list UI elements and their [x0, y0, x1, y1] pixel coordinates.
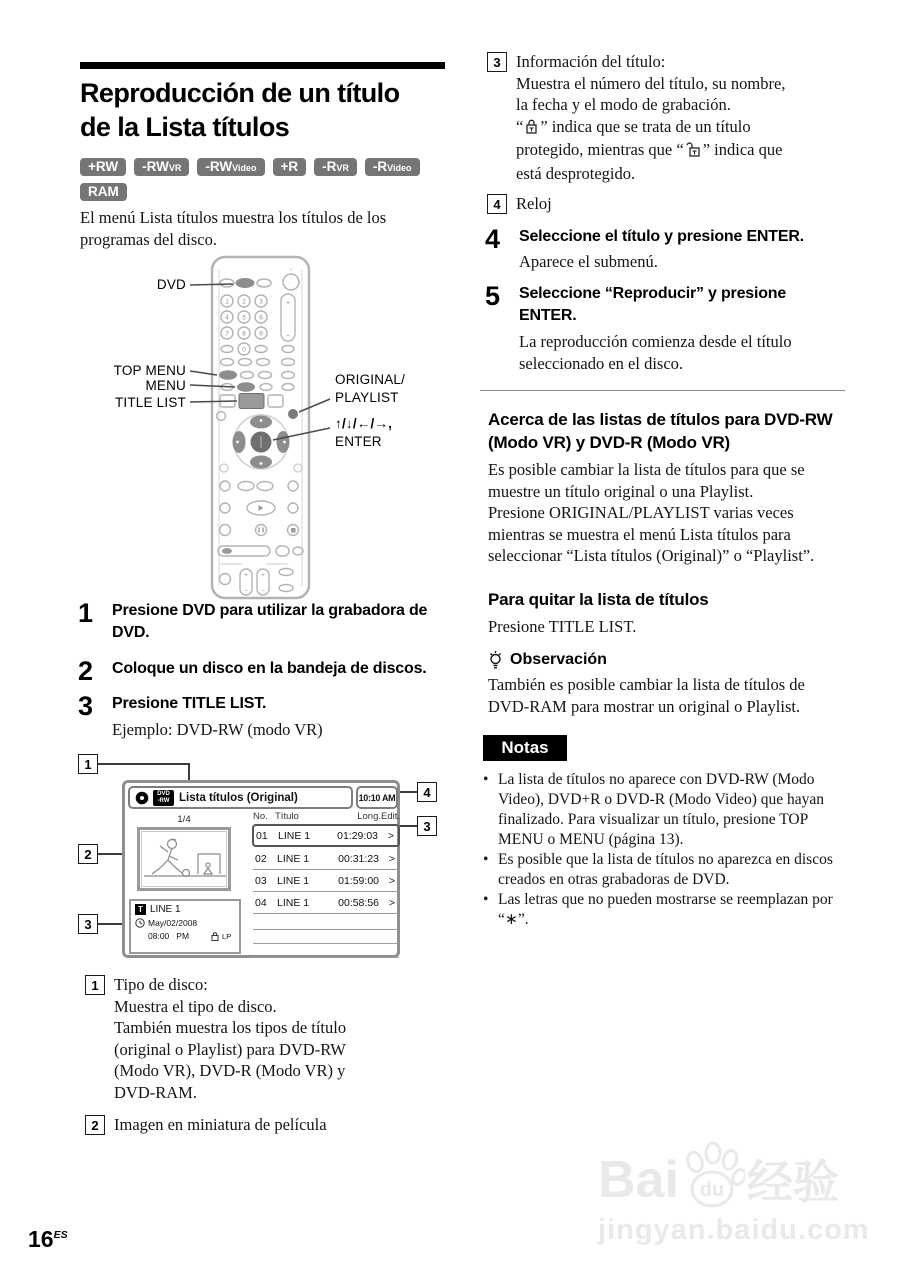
- remote-label-menu: MENU: [145, 378, 186, 393]
- step-5: 5 Seleccione “Reproducir” y presione ENTER. La reproducción comienza desde el título seleccionado en el disco.: [485, 281, 792, 373]
- tip-heading: Observación: [510, 650, 607, 668]
- note-item: • La lista de títulos no aparece con DVD-RW (Modo Video), DVD+R o DVD-R (Modo Video) que hayan finalizado. Para visualizar un título, presione TOP MENU o MENU (página 13).: [483, 770, 873, 850]
- svg-text:+: +: [286, 300, 290, 307]
- table-row[interactable]: 03 LINE 1 01:59:00 >: [253, 871, 399, 892]
- remote-label-original: ORIGINAL/: [335, 372, 406, 387]
- digit-4: 4: [225, 314, 229, 322]
- table-row[interactable]: 02 LINE 1 00:31:23 >: [253, 849, 399, 870]
- step-number: 5: [485, 281, 501, 311]
- callout-2: 2: [78, 844, 98, 864]
- note-item: • Las letras que no pueden mostrarse se reemplazan por “∗”.: [483, 890, 873, 930]
- remote-label-dvd: DVD: [156, 277, 186, 292]
- media-badge: -R VR: [314, 158, 357, 176]
- page-title-line2: de la Lista títulos: [80, 112, 290, 142]
- svg-text:−: −: [244, 588, 248, 595]
- dpad: [233, 415, 290, 469]
- remote-label-title-list: TITLE LIST: [114, 395, 186, 410]
- section-about-title-lists: Acerca de las listas de títulos para DVD-RW (Modo VR) y DVD-R (Modo VR) Es posible cambiar la lista de títulos para que se muestre un título original o una Playlist. Presione ORIGINAL/PLAYLIST varias veces mientras se muestra el menú Lista títulos para seleccionar “Lista títulos (Original)” o “Playlist”.: [488, 410, 833, 565]
- title-list-screen: [122, 780, 400, 958]
- media-badge: +RW: [80, 158, 126, 176]
- digit-6: 6: [259, 314, 263, 322]
- watermark-url: jingyan.baidu.com: [598, 1214, 870, 1246]
- digit-9: 9: [259, 330, 263, 338]
- remote-illustration: [80, 252, 445, 604]
- remote-figure: [80, 252, 445, 604]
- thumbnail-counter: 1/4: [177, 814, 191, 825]
- step-number: 3: [78, 691, 94, 721]
- screen-header: [128, 786, 353, 809]
- digit-2: 2: [242, 298, 246, 306]
- step-number: 1: [78, 598, 94, 628]
- svg-text:+: +: [261, 572, 265, 579]
- title-rule: [80, 62, 445, 69]
- remote-label-arrows: ↑/↓/←/→,: [335, 416, 393, 431]
- step-2: 2 Coloque un disco en la bandeja de discos.: [78, 656, 427, 686]
- lock-icon: [525, 118, 538, 140]
- explanation-3: 3 Información del título: Muestra el número del título, su nombre, la fecha y el modo de grabación. “ ” indica que se trata de un título protegido, mientras que “ ” indica que está desprotegido.: [487, 51, 869, 184]
- media-badge: -RW VR: [134, 158, 189, 176]
- remote-label-top-menu: TOP MENU: [113, 363, 186, 378]
- disc-icon: [135, 791, 149, 805]
- screen-clock: 10:10 AM: [356, 786, 398, 809]
- table-row-selected[interactable]: 01 LINE 1 01:29:03 >: [252, 824, 400, 847]
- page-number: $16^{ES}$: [28, 1226, 68, 1252]
- media-badge: +R: [273, 158, 307, 176]
- svg-text:−: −: [261, 588, 265, 595]
- media-badges-row1: [80, 158, 428, 176]
- title-list-figure: [73, 750, 445, 978]
- watermark-du: du: [699, 1179, 725, 1201]
- step-number: 2: [78, 656, 94, 686]
- callout-4: 4: [417, 782, 437, 802]
- screen-title: Lista títulos (Original): [179, 791, 298, 804]
- svg-text:+: +: [244, 572, 248, 579]
- menu-button: [237, 382, 255, 392]
- note-item: • Es posible que la lista de títulos no aparezca en discos creados en otras grabadoras de DVD.: [483, 850, 873, 890]
- dvd-button: [236, 278, 255, 288]
- explanation-4: 4 Reloj: [487, 193, 869, 215]
- callout-1: 1: [78, 754, 98, 774]
- soccer-scene-illustration: [142, 832, 228, 888]
- media-badge: -RW Video: [197, 158, 264, 176]
- lightbulb-icon: [488, 650, 503, 669]
- page-title: [80, 76, 460, 144]
- step-1: 1 Presione DVD para utilizar la grabadora de DVD.: [78, 600, 450, 644]
- section-remove-title-list: Para quitar la lista de títulos Presione TITLE LIST.: [488, 590, 709, 636]
- title-info-panel: T LINE 1 May/02/2008 08:00 PM LP: [129, 899, 241, 954]
- baidu-watermark: [598, 1140, 893, 1270]
- watermark-cjk: 经验: [746, 1156, 839, 1208]
- digit-3: 3: [259, 298, 263, 306]
- intro-paragraph: El menú Lista títulos muestra los títulos de los programas del disco.: [80, 208, 387, 249]
- digit-8: 8: [242, 330, 246, 338]
- remote-label-playlist: PLAYLIST: [335, 390, 399, 405]
- table-header: No. Título Long. Edit.: [253, 811, 401, 822]
- callout-ref-4: 4: [487, 194, 507, 214]
- step-number: 4: [485, 224, 501, 254]
- digit-1: 1: [225, 298, 229, 306]
- step-4: 4 Seleccione el título y presione ENTER. Aparece el submenú.: [485, 224, 804, 271]
- section-divider: [480, 390, 845, 391]
- baidu-paw-icon: [681, 1140, 745, 1212]
- remote-label-enter: ENTER: [335, 434, 382, 449]
- dvd-rw-badge: DVD -RW: [153, 790, 174, 806]
- title-list-button: [239, 394, 264, 409]
- media-badge: -R Video: [365, 158, 420, 176]
- explanation-2: 2 Imagen en miniatura de película: [85, 1114, 455, 1136]
- movie-thumbnail: [137, 827, 231, 891]
- digit-5: 5: [242, 314, 246, 322]
- unlock-icon: [686, 141, 701, 163]
- callout-ref-3: 3: [487, 52, 507, 72]
- svg-text:−: −: [286, 333, 290, 340]
- explanation-1: 1 Tipo de disco: Muestra el tipo de disco. También muestra los tipos de título (original o Playlist) para DVD-RW (Modo VR), DVD-R (Modo VR) y DVD-RAM.: [85, 974, 455, 1103]
- step-3-example: Ejemplo: DVD-RW (modo VR): [112, 720, 323, 739]
- notes-list: [483, 770, 873, 930]
- callout-3-right: 3: [417, 816, 437, 836]
- top-menu-button: [219, 370, 237, 380]
- title-type-icon: T: [135, 904, 146, 915]
- notes-badge: Notas: [483, 735, 567, 761]
- page-title-line1: Reproducción de un título: [80, 78, 400, 108]
- media-badge: RAM: [80, 183, 127, 201]
- original-playlist-button: [288, 409, 298, 419]
- callout-ref-2: 2: [85, 1115, 105, 1135]
- media-badges-row2: [80, 183, 135, 201]
- table-row[interactable]: 04 LINE 1 00:58:56 >: [253, 893, 399, 914]
- callout-ref-1: 1: [85, 975, 105, 995]
- digit-0: 0: [242, 346, 246, 354]
- step-3: 3 Presione TITLE LIST. Ejemplo: DVD-RW (modo VR): [78, 691, 323, 739]
- watermark-bai: Bai: [598, 1151, 679, 1209]
- tip-block: Observación También es posible cambiar la lista de títulos de DVD-RAM para mostrar un original o Playlist.: [488, 650, 805, 716]
- callout-3-left: 3: [78, 914, 98, 934]
- clock-icon: [135, 918, 145, 928]
- digit-7: 7: [225, 330, 229, 338]
- protect-icon: [211, 932, 219, 941]
